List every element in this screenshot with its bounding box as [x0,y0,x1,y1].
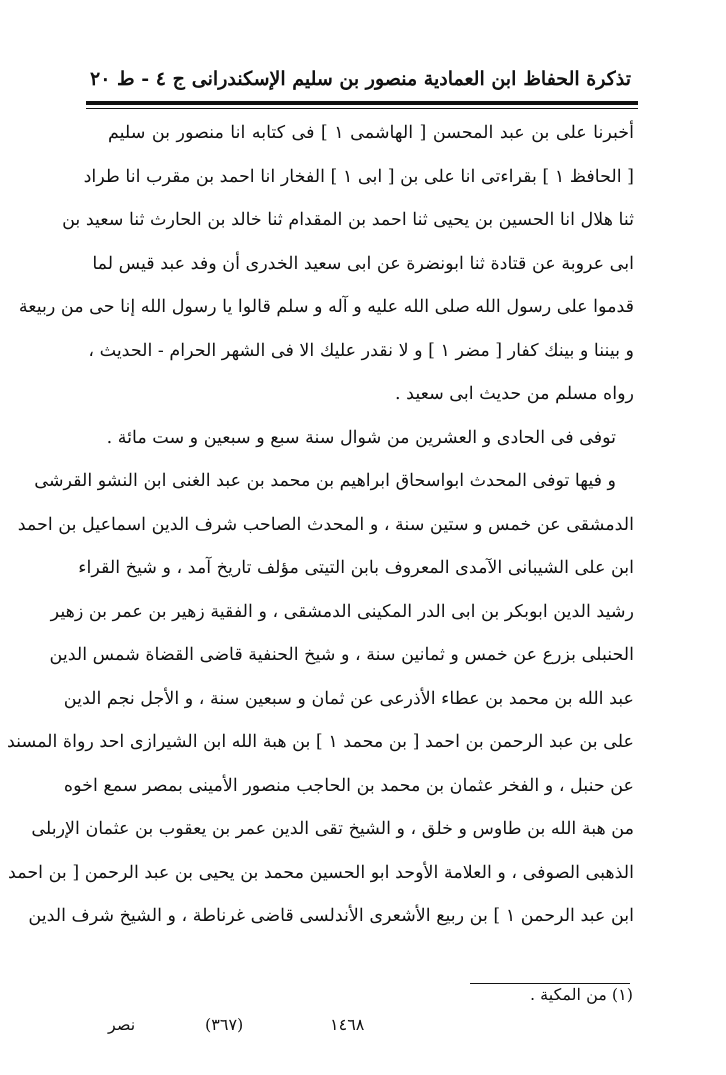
original-page-number: (٣٦٧) [205,1015,244,1034]
text-line: ثنا هلال انا الحسين بن يحيى ثنا احمد بن المقدام ثنا خالد بن الحارث ثنا سعيد بن [62,210,634,230]
text-line: رشيد الدين ابوبكر بن ابى الدر المكينى الدمشقى ، و الفقية زهير بن عمر بن زهير [50,601,634,622]
text-line: أخبرنا على بن عبد المحسن [ الهاشمى ١ ] فى كتابه انا منصور بن سليم [108,123,634,143]
page-number: ١٤٦٨ [330,1015,365,1034]
text-line: و بيننا و بينك كفار [ مضر ١ ] و لا نقدر عليك الا فى الشهر الحرام - الحديث ، [88,340,634,361]
text-line: من هبة الله بن طاوس و خلق ، و الشيخ تقى الدين عمر بن يعقوب بن عثمان الإربلى [31,819,634,839]
text-line: رواه مسلم من حديث ابى سعيد . [395,384,634,404]
text-line: [ الحافظ ١ ] بقراءتى انا على بن [ ابى ١ ] الفخار انا احمد بن مقرب انا طراد [83,166,634,187]
text-line: عن حنبل ، و الفخر عثمان بن محمد بن الحاجب منصور الأمينى بمصر سمع اخوه [63,775,634,796]
text-line: عبد الله بن محمد بن عطاء الأذرعى عن ثمان و سبعين سنة ، و الأجل نجم الدين [63,688,634,709]
text-line: توفى فى الحادى و العشرين من شوال سنة سبع و سبعين و ست مائة . [106,427,616,448]
text-line: الحنبلى بزرع عن خمس و ثمانين سنة ، و شيخ الحنفية قاضى القضاة شمس الدين [49,645,634,665]
text-line: ابى عروبة عن قتادة ثنا ابونضرة عن ابى سعيد الخدرى أن وفد عبد قيس لما [92,253,634,274]
text-line: ابن عبد الرحمن ١ ] بن ربيع الأشعرى الأندلسى قاضى غرناطة ، و الشيخ شرف الدين [28,906,634,926]
text-line: قدموا على رسول الله صلى الله عليه و آله و سلم قالوا يا رسول الله إنا حى من ربيعة [18,297,634,317]
text-line: و فيها توفى المحدث ابواسحاق ابراهيم بن محمد بن عبد الغنى ابن النشو القرشى [34,471,616,491]
running-header [90,62,631,96]
text-line: الدمشقى عن خمس و ستين سنة ، و المحدث الصاحب شرف الدين اسماعيل بن احمد [17,514,634,535]
body-text [6,112,634,939]
text-line: على بن عبد الرحمن بن احمد [ بن محمد ١ ] بن هبة الله ابن الشيرازى احد رواة المسند [6,732,634,752]
text-line: الذهبى الصوفى ، و العلامة الأوحد ابو الحسين محمد بن يحيى بن عبد الرحمن [ بن احمد [8,862,634,883]
header-author-entry: ابن العمادية منصور بن سليم الإسكندرانى [191,68,517,90]
header-volume-ref: ج ٤ - ط ٢٠ [90,68,185,90]
header-rule-thin [86,108,638,109]
header-book-title: تذكرة الحفاظ [523,68,631,90]
text-line: ابن على الشيبانى الآمدى المعروف بابن التيتى مؤلف تاريخ آمد ، و شيخ القراء [78,558,634,578]
printer-signature: نصر [108,1015,136,1034]
header-rule-thick [86,101,638,105]
footnote: (١) من المكية . [530,985,633,1004]
